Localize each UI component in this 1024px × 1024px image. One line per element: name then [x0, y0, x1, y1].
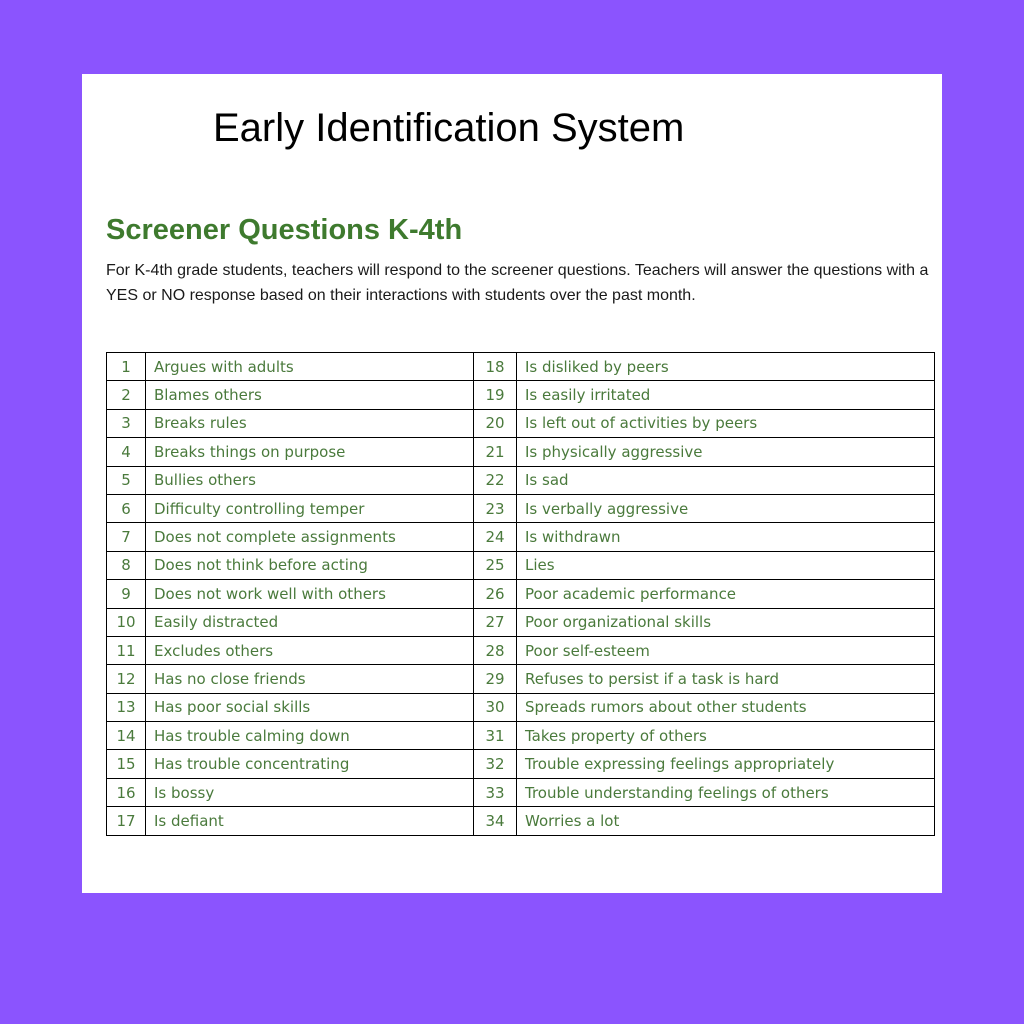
- question-number: 33: [474, 778, 517, 806]
- question-number: 12: [107, 665, 146, 693]
- question-number: 27: [474, 608, 517, 636]
- table-row: [107, 551, 935, 579]
- question-number: 3: [107, 409, 146, 437]
- question-text: Is physically aggressive: [517, 438, 935, 466]
- question-text: Is defiant: [146, 807, 474, 835]
- question-number: 31: [474, 722, 517, 750]
- question-number: 26: [474, 580, 517, 608]
- question-text: Poor academic performance: [517, 580, 935, 608]
- screener-table-body: [107, 353, 935, 836]
- table-row: [107, 381, 935, 409]
- question-text: Worries a lot: [517, 807, 935, 835]
- table-row: [107, 778, 935, 806]
- question-text: Does not work well with others: [146, 580, 474, 608]
- document-title: Early Identification System: [213, 106, 685, 150]
- question-text: Is disliked by peers: [517, 353, 935, 381]
- question-number: 24: [474, 523, 517, 551]
- question-text: Refuses to persist if a task is hard: [517, 665, 935, 693]
- question-text: Has poor social skills: [146, 693, 474, 721]
- table-row: [107, 438, 935, 466]
- question-text: Trouble expressing feelings appropriately: [517, 750, 935, 778]
- question-text: Is verbally aggressive: [517, 494, 935, 522]
- question-number: 4: [107, 438, 146, 466]
- question-text: Is easily irritated: [517, 381, 935, 409]
- question-number: 22: [474, 466, 517, 494]
- question-text: Is bossy: [146, 778, 474, 806]
- table-row: [107, 693, 935, 721]
- table-row: [107, 665, 935, 693]
- question-text: Is left out of activities by peers: [517, 409, 935, 437]
- question-text: Does not think before acting: [146, 551, 474, 579]
- question-number: 32: [474, 750, 517, 778]
- question-text: Blames others: [146, 381, 474, 409]
- question-text: Poor self-esteem: [517, 636, 935, 664]
- question-text: Difficulty controlling temper: [146, 494, 474, 522]
- question-number: 7: [107, 523, 146, 551]
- table-row: [107, 523, 935, 551]
- question-number: 15: [107, 750, 146, 778]
- question-number: 17: [107, 807, 146, 835]
- table-row: [107, 466, 935, 494]
- question-text: Poor organizational skills: [517, 608, 935, 636]
- question-number: 5: [107, 466, 146, 494]
- question-number: 10: [107, 608, 146, 636]
- table-row: [107, 494, 935, 522]
- question-number: 25: [474, 551, 517, 579]
- question-text: Breaks things on purpose: [146, 438, 474, 466]
- table-row: [107, 807, 935, 835]
- table-row: [107, 409, 935, 437]
- question-number: 18: [474, 353, 517, 381]
- table-row: [107, 722, 935, 750]
- question-number: 13: [107, 693, 146, 721]
- question-number: 20: [474, 409, 517, 437]
- question-text: Excludes others: [146, 636, 474, 664]
- question-text: Spreads rumors about other students: [517, 693, 935, 721]
- question-text: Has trouble calming down: [146, 722, 474, 750]
- table-row: [107, 750, 935, 778]
- question-text: Argues with adults: [146, 353, 474, 381]
- question-number: 16: [107, 778, 146, 806]
- question-text: Trouble understanding feelings of others: [517, 778, 935, 806]
- question-number: 1: [107, 353, 146, 381]
- screener-questions-table: [106, 352, 935, 836]
- question-number: 14: [107, 722, 146, 750]
- question-text: Is sad: [517, 466, 935, 494]
- table-row: [107, 580, 935, 608]
- question-number: 30: [474, 693, 517, 721]
- question-number: 19: [474, 381, 517, 409]
- document-page: [82, 74, 942, 893]
- section-heading: Screener Questions K-4th: [106, 214, 463, 246]
- question-number: 6: [107, 494, 146, 522]
- question-text: Lies: [517, 551, 935, 579]
- question-number: 21: [474, 438, 517, 466]
- question-text: Takes property of others: [517, 722, 935, 750]
- question-number: 34: [474, 807, 517, 835]
- question-text: Has trouble concentrating: [146, 750, 474, 778]
- question-text: Is withdrawn: [517, 523, 935, 551]
- question-number: 29: [474, 665, 517, 693]
- question-text: Breaks rules: [146, 409, 474, 437]
- question-text: Easily distracted: [146, 608, 474, 636]
- question-text: Has no close friends: [146, 665, 474, 693]
- question-number: 9: [107, 580, 146, 608]
- question-number: 28: [474, 636, 517, 664]
- question-number: 11: [107, 636, 146, 664]
- question-number: 8: [107, 551, 146, 579]
- question-number: 23: [474, 494, 517, 522]
- question-number: 2: [107, 381, 146, 409]
- table-row: [107, 608, 935, 636]
- question-text: Does not complete assignments: [146, 523, 474, 551]
- question-text: Bullies others: [146, 466, 474, 494]
- table-row: [107, 636, 935, 664]
- table-row: [107, 353, 935, 381]
- intro-paragraph: For K-4th grade students, teachers will respond to the screener questions. Teachers will answer the questions with a YES or NO response based on their interactions with students over the past month.: [106, 262, 929, 304]
